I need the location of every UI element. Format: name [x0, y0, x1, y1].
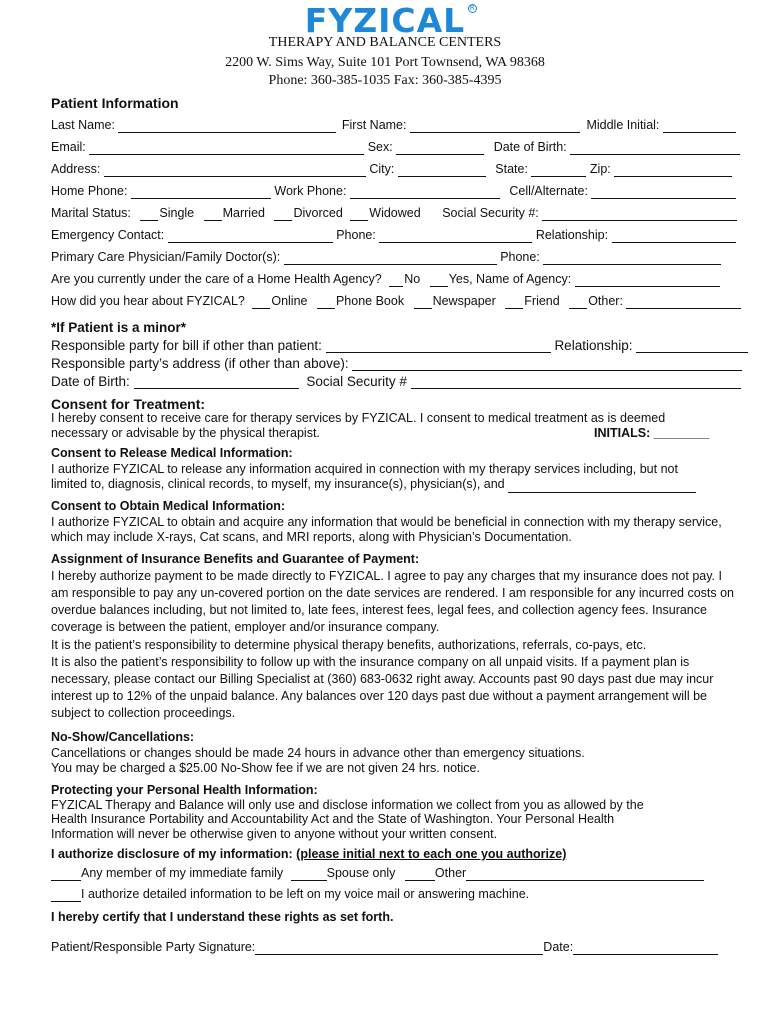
last-name-field[interactable]: [118, 119, 336, 133]
signature-label: Patient/Responsible Party Signature:: [51, 940, 256, 954]
family-label: Any member of my immediate family: [81, 866, 284, 880]
signature-date-field[interactable]: [573, 941, 718, 955]
last-name-label: Last Name:: [51, 118, 115, 132]
row-minor-responsible: [51, 338, 748, 353]
minor-relationship-field[interactable]: [636, 339, 748, 353]
no-show-line2: You may be charged a $25.00 No-Show fee if we are not given 24 hrs. notice.: [51, 761, 480, 775]
marital-divorced-label: Divorced: [293, 206, 343, 220]
consent-release-line1: I authorize FYZICAL to release any information acquired in connection with my therapy services including, but not: [51, 461, 678, 476]
protecting-line2: Health Insurance Portability and Accountability Act and the State of Washington. Your Personal Health: [51, 812, 615, 826]
agency-name-field[interactable]: [575, 273, 720, 287]
row-email: [51, 140, 740, 155]
protecting-title: Protecting your Personal Health Information:: [51, 783, 318, 797]
middle-initial-label: Middle Initial:: [586, 118, 660, 132]
ssn-field[interactable]: [542, 207, 737, 221]
primary-care-field[interactable]: [284, 251, 497, 265]
primary-care-label: Primary Care Physician/Family Doctor(s):: [51, 250, 281, 264]
hear-friend-blank[interactable]: [505, 295, 523, 309]
other-label: Other: [434, 866, 467, 880]
protecting-line1: FYZICAL Therapy and Balance will only use and disclose information we collect from you as allowed by the: [51, 797, 644, 812]
consent-treatment: [51, 397, 741, 442]
row-home-health: [51, 272, 720, 287]
marital-single-blank[interactable]: [140, 207, 158, 221]
hear-phonebook-label: Phone Book: [335, 294, 405, 308]
first-name-field[interactable]: [410, 119, 580, 133]
hear-newspaper-label: Newspaper: [432, 294, 496, 308]
hear-newspaper-blank[interactable]: [414, 295, 432, 309]
marital-single-label: Single: [159, 206, 195, 220]
protecting-line3: Information will never be otherwise given to anyone without your written consent.: [51, 826, 498, 841]
email-label: Email:: [51, 140, 86, 154]
no-show-line1: Cancellations or changes should be made 24 hours in advance other than emergency situations.: [51, 745, 585, 760]
row-referral-source: [51, 294, 741, 309]
zip-label: Zip:: [589, 162, 611, 176]
emergency-relationship-field[interactable]: [612, 229, 736, 243]
consent-release-title: Consent to Release Medical Information:: [51, 446, 293, 460]
city-field[interactable]: [398, 163, 486, 177]
work-phone-field[interactable]: [350, 185, 500, 199]
minor-responsible-field[interactable]: [326, 339, 551, 353]
home-health-no-label: No: [404, 272, 421, 286]
assignment-p3: It is also the patient’s responsibility to follow up with the insurance company on all unpaid visits. If a payment plan is necessary, please contact our Billing Specialist at (360) 683-0632 right away. Accounts past 90 days past due may incur interest up to 12% of the unpaid balance. Any balances over 120 days past due without a payment arrangement will be subject to collection proceedings.: [51, 654, 714, 720]
cell-field[interactable]: [591, 185, 736, 199]
state-field[interactable]: [531, 163, 586, 177]
home-phone-field[interactable]: [131, 185, 271, 199]
row-names: [51, 118, 736, 133]
address-label: Address:: [51, 162, 101, 176]
minor-title: *If Patient is a minor*: [51, 320, 187, 335]
state-label: State:: [495, 162, 528, 176]
voicemail-initial-field[interactable]: [51, 888, 81, 902]
marital-widowed-blank[interactable]: [350, 207, 368, 221]
physician-phone-label: Phone:: [500, 250, 540, 264]
address-field[interactable]: [104, 163, 366, 177]
hear-other-field[interactable]: [626, 295, 741, 309]
header-line-1: THERAPY AND BALANCE CENTERS: [268, 35, 502, 50]
minor-dob-label: Date of Birth:: [51, 374, 130, 389]
assignment-p2: It is the patient’s responsibility to determine physical therapy benefits, authorizations, referrals, co-pays, etc.: [51, 637, 647, 652]
home-health-question: Are you currently under the care of a Home Health Agency?: [51, 272, 382, 286]
assignment-p1: I hereby authorize payment to be made directly to FYZICAL. I agree to pay any charges that my insurance does not pay. I am responsible to pay any un-covered portion on the date services are rendered. I am responsible for any incurred costs on overdue balances including, but not limited to, late fees, interest fees, legal fees, and collection agency fees. Insurance coverage is between the patient, employer and/or insurance company.: [51, 568, 735, 634]
consent-treatment-line2-row: [51, 426, 741, 442]
hear-other-label: Other:: [588, 294, 623, 308]
minor-address-label: Responsible party’s address (if other than above):: [51, 356, 349, 371]
hear-phonebook-blank[interactable]: [317, 295, 335, 309]
authorize-title-row: [51, 847, 566, 862]
no-show: [51, 730, 741, 777]
minor-ssn-field[interactable]: [411, 375, 741, 389]
hear-question: How did you hear about FYZICAL?: [51, 294, 245, 308]
minor-responsible-label: Responsible party for bill if other than patient:: [51, 338, 322, 353]
assignment: [51, 552, 741, 722]
consent-treatment-line2: necessary or advisable by the physical therapist.: [51, 426, 320, 440]
emergency-contact-field[interactable]: [168, 229, 333, 243]
hear-friend-label: Friend: [524, 294, 560, 308]
home-phone-label: Home Phone:: [51, 184, 128, 198]
row-voicemail: [51, 887, 529, 902]
hear-online-blank[interactable]: [252, 295, 270, 309]
registered-mark: R: [469, 4, 476, 12]
home-health-no-blank[interactable]: [389, 273, 403, 287]
row-physician: [51, 250, 721, 265]
city-label: City:: [369, 162, 395, 176]
header-address: 2200 W. Sims Way, Suite 101 Port Townsend, WA 98368: [225, 55, 545, 70]
minor-ssn-label: Social Security #: [306, 374, 407, 389]
voicemail-label: I authorize detailed information to be left on my voice mail or answering machine.: [81, 887, 530, 901]
other-initial-field[interactable]: [405, 867, 435, 881]
no-show-title: No-Show/Cancellations:: [51, 730, 195, 744]
family-initial-field[interactable]: [51, 867, 81, 881]
header-phone-fax: Phone: 360-385-1035 Fax: 360-385-4395: [268, 73, 502, 88]
release-to-field[interactable]: [508, 479, 696, 493]
date-label: Date:: [543, 940, 574, 954]
spouse-label: Spouse only: [326, 866, 396, 880]
consent-treatment-line1: I hereby consent to receive care for therapy services by FYZICAL. I consent to medical treatment as is deemed: [51, 410, 666, 425]
other-name-field[interactable]: [466, 867, 704, 881]
emergency-phone-label: Phone:: [336, 228, 376, 242]
marital-status-label: Marital Status:: [51, 206, 131, 220]
row-minor-dob: [51, 374, 741, 389]
marital-divorced-blank[interactable]: [274, 207, 292, 221]
marital-married-blank[interactable]: [204, 207, 222, 221]
consent-release: [51, 446, 741, 493]
consent-treatment-title: Consent for Treatment:: [51, 396, 206, 412]
row-authorize-who: [51, 866, 704, 881]
spouse-initial-field[interactable]: [291, 867, 327, 881]
patient-info-title: Patient Information: [51, 95, 179, 111]
physician-phone-field[interactable]: [543, 251, 721, 265]
row-phones: [51, 184, 736, 199]
middle-initial-field[interactable]: [663, 119, 736, 133]
row-signature: [51, 940, 718, 955]
emergency-contact-label: Emergency Contact:: [51, 228, 165, 242]
row-minor-address: [51, 356, 742, 371]
hear-online-label: Online: [271, 294, 308, 308]
sex-field[interactable]: [396, 141, 484, 155]
marital-widowed-label: Widowed: [369, 206, 421, 220]
row-address: [51, 162, 732, 177]
authorize-instructions: (please initial next to each one you authorize): [296, 847, 567, 861]
certify-statement: I hereby certify that I understand these rights as set forth.: [51, 910, 394, 924]
row-emergency: [51, 228, 736, 243]
emergency-relationship-label: Relationship:: [535, 228, 609, 242]
row-marital: [51, 206, 737, 221]
home-health-yes-blank[interactable]: [430, 273, 448, 287]
marital-married-label: Married: [222, 206, 265, 220]
logo-text: FYZICAL: [304, 1, 466, 40]
assignment-title: Assignment of Insurance Benefits and Guarantee of Payment:: [51, 552, 420, 566]
consent-release-line2-row: [51, 477, 741, 493]
minor-address-field[interactable]: [352, 357, 742, 371]
email-field[interactable]: [89, 141, 364, 155]
cell-label: Cell/Alternate:: [509, 184, 588, 198]
emergency-phone-field[interactable]: [379, 229, 532, 243]
signature-field[interactable]: [255, 941, 543, 955]
zip-field[interactable]: [614, 163, 732, 177]
home-health-yes-label: Yes, Name of Agency:: [448, 272, 572, 286]
minor-dob-field[interactable]: [134, 375, 299, 389]
protecting-phi: [51, 783, 741, 841]
dob-field[interactable]: [570, 141, 740, 155]
ssn-label: Social Security #:: [442, 206, 539, 220]
first-name-label: First Name:: [341, 118, 407, 132]
work-phone-label: Work Phone:: [274, 184, 347, 198]
consent-obtain-title: Consent to Obtain Medical Information:: [51, 499, 286, 513]
consent-obtain-text: I authorize FYZICAL to obtain and acquire any information that would be beneficial in connection with my therapy service, which may include X-rays, Cat scans, and MRI reports, along with Physician’s Documentation.: [51, 514, 722, 544]
authorize-title: I authorize disclosure of my information:: [51, 847, 297, 861]
hear-other-blank[interactable]: [569, 295, 587, 309]
initials-field[interactable]: INITIALS: ________: [594, 426, 710, 440]
minor-relationship-label: Relationship:: [554, 338, 633, 353]
consent-obtain: [51, 499, 741, 546]
consent-release-line2: limited to, diagnosis, clinical records, to myself, my insurance(s), physician(s), and: [51, 477, 505, 491]
sex-label: Sex:: [367, 140, 393, 154]
dob-label: Date of Birth:: [493, 140, 567, 154]
